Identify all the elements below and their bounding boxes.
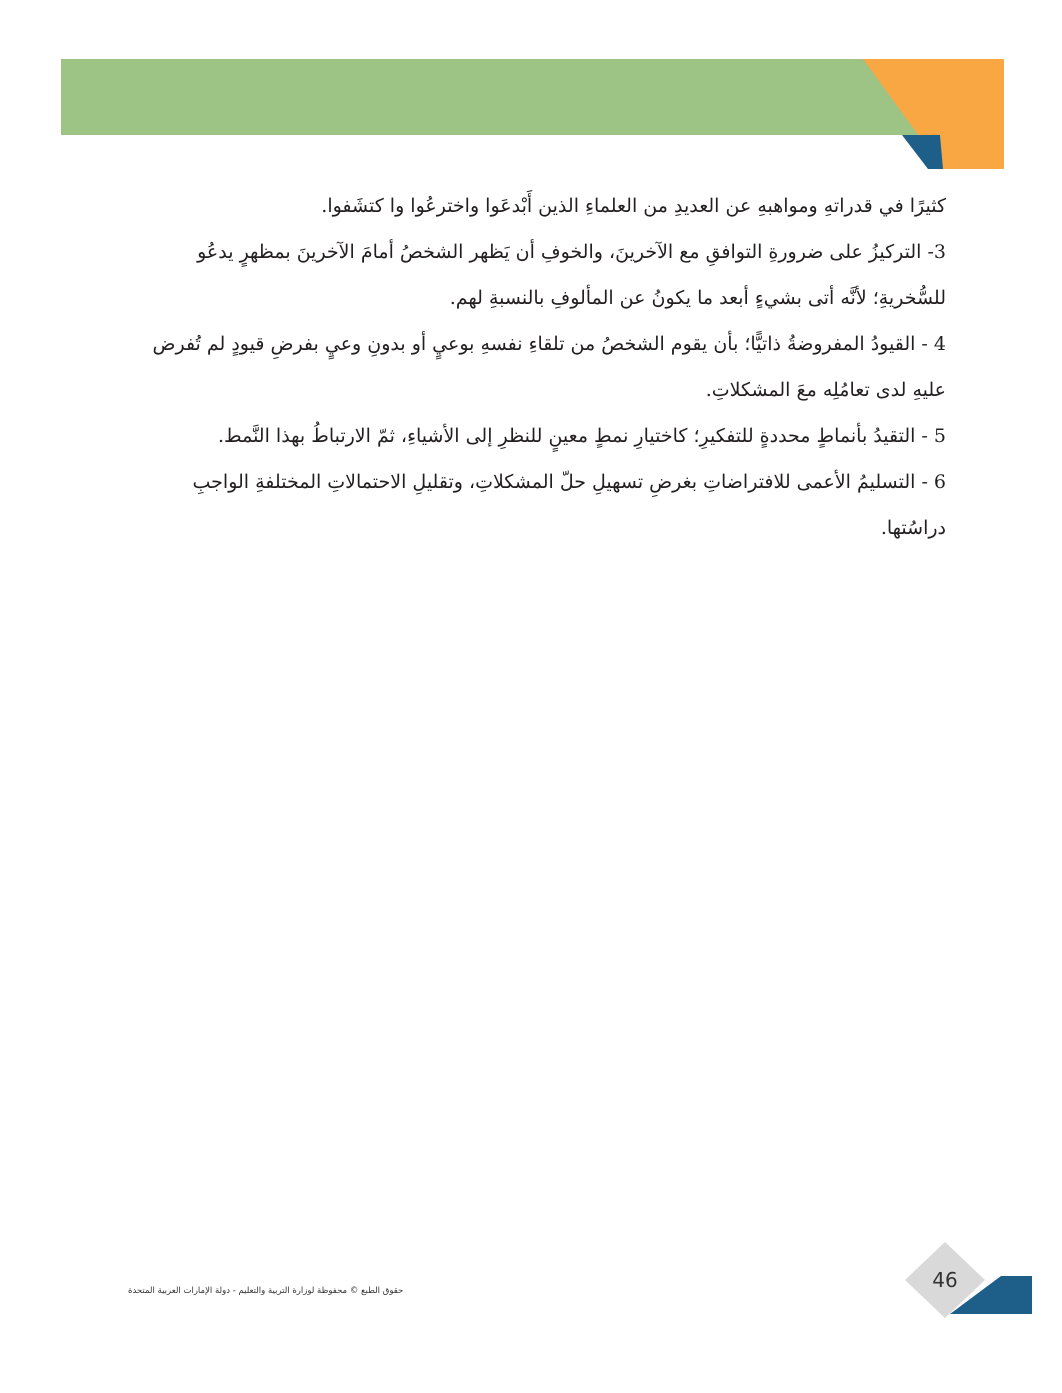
header-banner: [0, 0, 1062, 180]
body-text: [128, 183, 946, 551]
page-number: 46: [932, 1268, 958, 1292]
paragraph-item-6: 6 - التسليمُ الأعمى للافتراضاتِ بغرضِ تسهيلِ حلّ المشكلاتِ، وتقليلِ الاحتمالاتِ المختلفةِ الواجبِ دراسُتها.: [192, 471, 946, 539]
paragraph-item-4: 4 - القيودُ المفروضةُ ذاتيًّا؛ بأن يقوم الشخصُ من تلقاءِ نفسهِ بوعيٍ أو بدونِ وعيٍ بفرضِ قيودٍ لم تُفرض عليهِ لدى تعامُلِه معَ المشكلاتِ.: [152, 333, 946, 401]
footer-copyright: حقوق الطبع © محفوظة لوزارة التربية والتعليم - دولة الإمارات العربية المتحدة: [128, 1286, 404, 1296]
paragraph-item-5: 5 - التقيدُ بأنماطٍ محددةٍ للتفكيرِ؛ كاختيارِ نمطٍ معينٍ للنظرِ إلى الأشياءِ، ثمّ الارتباطُ بهذا النَّمط.: [218, 425, 946, 447]
paragraph-continuation: كثيرًا في قدراتهِ ومواهبهِ عن العديدِ من العلماءِ الذين أَبْدعَوا واخترعُوا وا كتشَفوا.: [321, 195, 946, 217]
banner-blue-corner: [902, 135, 943, 169]
banner-green-band: [61, 59, 940, 135]
paragraph-item-3: 3- التركيزُ على ضرورةِ التوافقِ مع الآخرينَ، والخوفِ أن يَظهر الشخصُ أمامَ الآخرينَ بمظهرٍ يدعُو للسُّخريةِ؛ لأنَّه أتى بشيءٍ أبعد ما يكونُ عن المألوفِ بالنسبةِ لهم.: [197, 241, 946, 309]
